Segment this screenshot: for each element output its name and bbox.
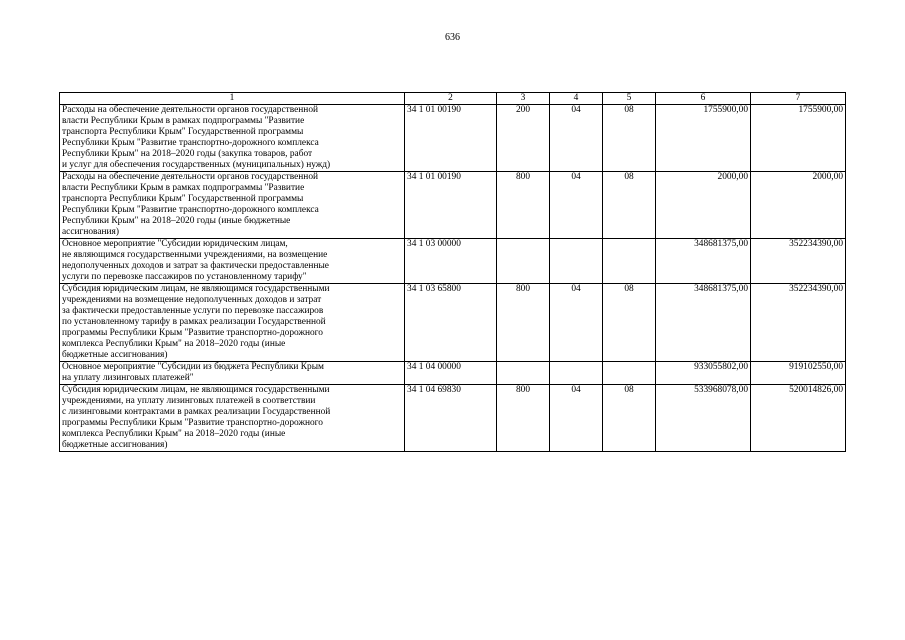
expense-type: 200 [497,105,550,172]
row-description: Субсидия юридическим лицам, не являющимся государственными учреждениями, на уплату лизинговых платежей в соответствии с лизинговыми контрактами в рамках реализации Государственной программы Республики Крым "Развитие транспортно-дорожного комплекса Республики Крым" на 2018–2020 годы (иные бюджетные ассигнования) [60,385,405,452]
row-description: Расходы на обеспечение деятельности органов государственной власти Республики Крым в рамках подпрограммы "Развитие транспорта Республики Крым" Государственной программы Республики Крым "Развитие транспортно-дорожного комплекса Республики Крым" на 2018–2020 годы (иные бюджетные ассигнования) [60,172,405,239]
subsection [603,362,656,385]
subsection: 08 [603,172,656,239]
amount-col6: 348681375,00 [656,284,751,362]
row-description: Основное мероприятие "Субсидии из бюджета Республики Крым на уплату лизинговых платежей" [60,362,405,385]
table-row [60,362,846,385]
column-header: 5 [603,93,656,105]
column-header: 6 [656,93,751,105]
amount-col6: 933055802,00 [656,362,751,385]
expense-type: 800 [497,385,550,452]
budget-code: 34 1 04 69830 [405,385,497,452]
column-header: 4 [550,93,603,105]
amount-col7: 919102550,00 [751,362,846,385]
subsection [603,239,656,284]
column-header: 2 [405,93,497,105]
page-number: 636 [445,32,460,43]
subsection: 08 [603,385,656,452]
table-row [60,239,846,284]
amount-col6: 348681375,00 [656,239,751,284]
section: 04 [550,172,603,239]
amount-col6: 1755900,00 [656,105,751,172]
table-header-row [60,93,846,105]
expense-type: 800 [497,284,550,362]
section [550,239,603,284]
amount-col7: 520014826,00 [751,385,846,452]
amount-col7: 2000,00 [751,172,846,239]
budget-code: 34 1 01 00190 [405,172,497,239]
budget-code: 34 1 03 00000 [405,239,497,284]
table-row [60,105,846,172]
column-header: 1 [60,93,405,105]
section: 04 [550,105,603,172]
table-row [60,385,846,452]
expense-type [497,239,550,284]
budget-code: 34 1 03 65800 [405,284,497,362]
subsection: 08 [603,105,656,172]
table-row [60,172,846,239]
table-row [60,284,846,362]
section [550,362,603,385]
column-header: 7 [751,93,846,105]
row-description: Расходы на обеспечение деятельности органов государственной власти Республики Крым в рамках подпрограммы "Развитие транспорта Республики Крым" Государственной программы Республики Крым "Развитие транспортно-дорожного комплекса Республики Крым" на 2018–2020 годы (закупка товаров, работ и услуг для обеспечения государственных (муниципальных) нужд) [60,105,405,172]
section: 04 [550,284,603,362]
amount-col6: 533968078,00 [656,385,751,452]
amount-col7: 352234390,00 [751,284,846,362]
amount-col6: 2000,00 [656,172,751,239]
row-description: Основное мероприятие "Субсидии юридическим лицам, не являющимся государственными учреждениями, на возмещение недополученных доходов и затрат за фактически предоставленные услуги по перевозке пассажиров по установленному тарифу" [60,239,405,284]
budget-code: 34 1 01 00190 [405,105,497,172]
amount-col7: 352234390,00 [751,239,846,284]
section: 04 [550,385,603,452]
budget-code: 34 1 04 00000 [405,362,497,385]
expense-type [497,362,550,385]
budget-table [59,92,846,452]
subsection: 08 [603,284,656,362]
row-description: Субсидия юридическим лицам, не являющимся государственными учреждениями на возмещение недополученных доходов и затрат за фактически предоставленные услуги по перевозке пассажиров по установленному тарифу в рамках реализации Государственной программы Республики Крым "Развитие транспортно-дорожного комплекса Республики Крым" на 2018–2020 годы (иные бюджетные ассигнования) [60,284,405,362]
column-header: 3 [497,93,550,105]
amount-col7: 1755900,00 [751,105,846,172]
expense-type: 800 [497,172,550,239]
